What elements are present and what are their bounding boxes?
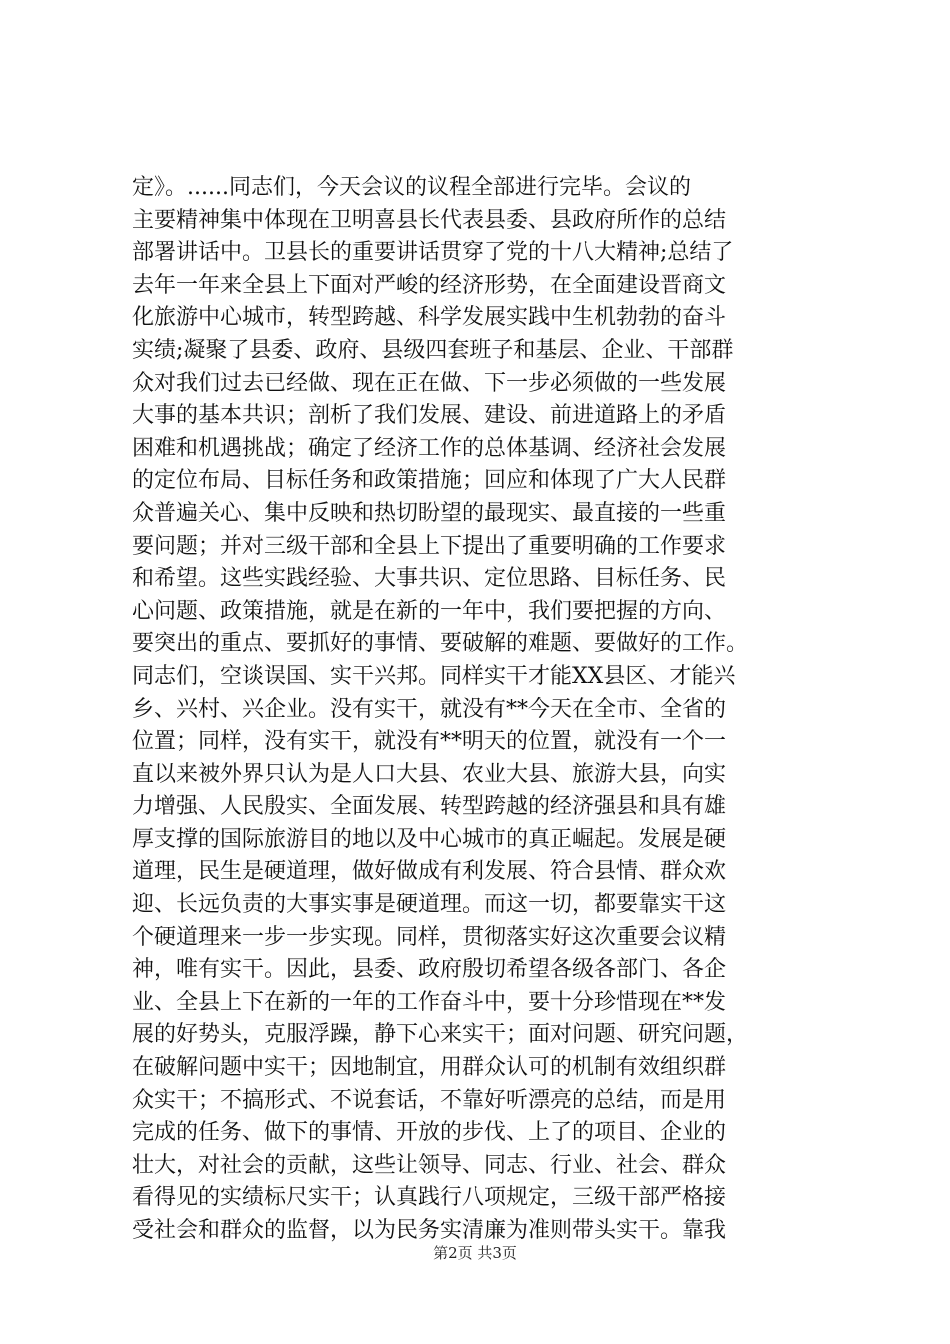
page-footer: 第2页 共3页 bbox=[433, 1244, 517, 1262]
body-paragraph: 定》。......同志们，今天会议的议程全部进行完毕。会议的 主要精神集中体现在卫明喜县长代表县委、县政府所作的总结 部署讲话中。卫县长的重要讲话贯穿了党的十八大精神;总结了 去年一年来全县上下面对严峻的经济形势，在全面建设晋商文 化旅游中心城市，转型跨越、科学发展实践中生机勃勃的奋斗 实绩;凝聚了县委、政府、县级四套班子和基层、企业、干部群 众对我们过去已经做、现在正在做、下一步必须做的一些发展 大事的基本共识；剖析了我们发展、建设、前进道路上的矛盾 困难和机遇挑战；确定了经济工作的总体基调、经济社会发展 的定位布局、目标任务和政策措施；回应和体现了广大人民群 众普遍关心、集中反映和热切盼望的最现实、最直接的一些重 要问题；并对三级干部和全县上下提出了重要明确的工作要求 和希望。这些实践经验、大事共识、定位思路、目标任务、民 心问题、政策措施，就是在新的一年中，我们要把握的方向、 要突出的重点、要抓好的事情、要破解的难题、要做好的工作。 同志们，空谈误国、实干兴邦。同样实干才能XX县区、才能兴 乡、兴村、兴企业。没有实干，就没有**今天在全市、全省的 位置；同样，没有实干，就没有**明天的位置，就没有一个一 直以来被外界只认为是人口大县、农业大县、旅游大县，向实 力增强、人民殷实、全面发展、转型跨越的经济强县和具有雄 厚支撑的国际旅游目的地以及中心城市的真正崛起。发展是硬 道理，民生是硬道理，做好做成有利发展、符合县情、群众欢 迎、长远负责的大事实事是硬道理。而这一切，都要靠实干这 个硬道理来一步一步实现。同样，贯彻落实好这次重要会议精 神，唯有实干。因此，县委、政府殷切希望各级各部门、各企 业、全县上下在新的一年的工作奋斗中，要十分珍惜现在**发 展的好势头，克服浮躁，静下心来实干；面对问题、研究问题， 在破解问题中实干；因地制宜，用群众认可的机制有效组织群 众实干；不搞形式、不说套话，不靠好听漂亮的总结，而是用 完成的任务、做下的事情、开放的步伐、上了的项目、企业的 壮大，对社会的贡献，这些让领导、同志、行业、社会、群众 看得见的实绩标尺实干；认真践行八项规定，三级干部严格接 受社会和群众的监督，以为民务实清廉为准则带头实干。靠我 bbox=[132, 175, 749, 1243]
